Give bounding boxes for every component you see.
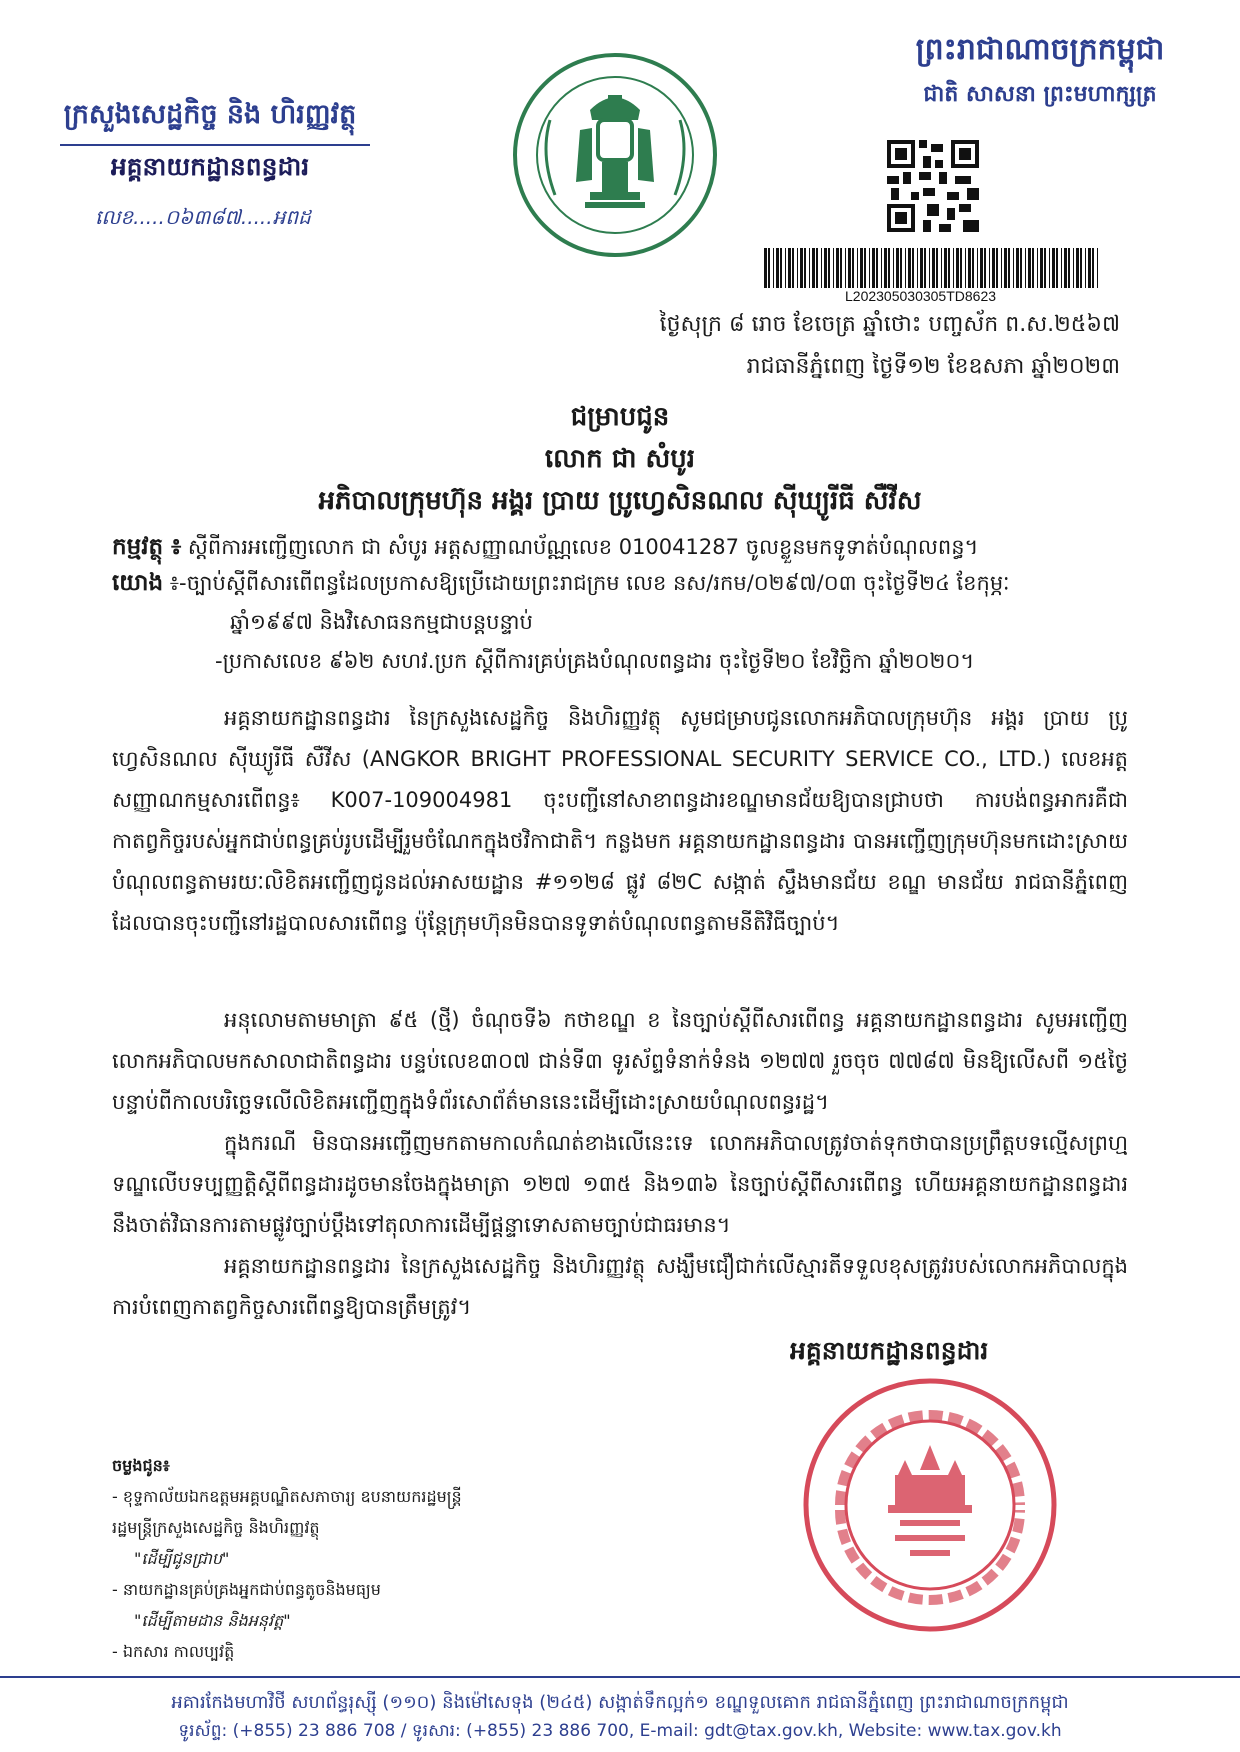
official-red-seal-icon bbox=[800, 1375, 1060, 1635]
addressee-salutation: ជម្រាបជូន bbox=[570, 402, 670, 432]
reference-row bbox=[112, 568, 1132, 598]
footer-divider bbox=[0, 1676, 1240, 1678]
cc-title: ចម្លងជូន៖ bbox=[112, 1456, 170, 1475]
reference-line-3: -ប្រកាសលេខ ៩៦២ សហវ.ប្រក ស្តីពីការគ្រប់គ្រងបំណុលពន្ធដារ ចុះថ្ងៃទី២០ ខែវិច្ឆិកា ឆ្នាំ២០២០។ bbox=[215, 649, 975, 673]
footer-address: អគារកែងមហាវិថី សហព័ន្ធរុស្ស៊ី (១១០) និងម៉ៅសេទុង (២៤៥) សង្កាត់ទឹកល្អក់១ ខណ្ឌទួលគោក រាជធានីភ្នំពេញ ព្រះរាជាណាចក្រកម្ពុជា bbox=[171, 1692, 1069, 1713]
reference-number: លេខ.....០៦៣៨៧.....អពដ bbox=[95, 205, 311, 229]
gdt-seal-icon bbox=[510, 50, 720, 260]
lunar-date: ថ្ងៃសុក្រ ៨ រោច ខែចេត្រ ឆ្នាំថោះ បញ្ចស័ក ព.ស.២៥៦៧ bbox=[659, 312, 1120, 337]
cc-item-2: - នាយកដ្ឋានគ្រប់គ្រងអ្នកជាប់ពន្ធតូចនិងមធ្យម bbox=[112, 1580, 381, 1599]
cc-item-1b: រដ្ឋមន្ត្រីក្រសួងសេដ្ឋកិច្ច និងហិរញ្ញវត្ថុ bbox=[112, 1518, 320, 1537]
signer-title: អគ្គនាយកដ្ឋានពន្ធដារ bbox=[790, 1336, 989, 1365]
department-name: អគ្គនាយកដ្ឋានពន្ធដារ bbox=[110, 152, 310, 181]
qr-code-icon bbox=[887, 140, 979, 232]
cc-item-2-note: "ដើម្បីតាមដាន និងអនុវត្ត" bbox=[134, 1611, 291, 1630]
barcode-icon bbox=[764, 248, 1104, 288]
body-paragraph-1: អគ្គនាយកដ្ឋានពន្ធដារ នៃក្រសួងសេដ្ឋកិច្ច និងហិរញ្ញវត្ថុ សូមជម្រាបជូនលោកអភិបាលក្រុមហ៊ុន អង្គរ ប្រាយ ប្រូហ្វេសិនណល ស៊ីឃ្យូរីធី សឺវីស (ANGKOR BRIGHT PROFESSIONAL SECURITY SERVICE CO., LTD.) លេខអត្តសញ្ញាណកម្មសារពើពន្ធ៖ K007-109004981 ចុះបញ្ជីនៅសាខាពន្ធដារខណ្ឌមានជ័យឱ្យបានជ្រាបថា ការបង់ពន្ធអាករគឺជាកាតព្វកិច្ចរបស់អ្នកជាប់ពន្ធគ្រប់រូបដើម្បីរួមចំណែកក្នុងថវិកាជាតិ។ កន្លងមក អគ្គនាយកដ្ឋានពន្ធដារ បានអញ្ជើញក្រុមហ៊ុនមកដោះស្រាយបំណុលពន្ធតាមរយៈលិខិតអញ្ជើញជូនដល់អាសយដ្ឋាន #១១២៨ ផ្លូវ ៨២C សង្កាត់ ស្ទឹងមានជ័យ ខណ្ឌ មានជ័យ រាជធានីភ្នំពេញ ដែលបានចុះបញ្ជីនៅរដ្ឋបាលសារពើពន្ធ ប៉ុន្តែក្រុមហ៊ុនមិនបានទូទាត់បំណុលពន្ធតាមនីតិវិធីច្បាប់។ bbox=[112, 706, 1128, 935]
addressee-title: អភិបាលក្រុមហ៊ុន អង្គរ ប្រាយ ប្រូហ្វេសិនណល ស៊ីឃ្យូរីធី សឺវីស bbox=[318, 486, 922, 516]
reference-line-2: ឆ្នាំ១៩៩៧ និងវិសោធនកម្មជាបន្តបន្ទាប់ bbox=[230, 610, 533, 634]
ministry-name: ក្រសួងសេដ្ឋកិច្ច និង ហិរញ្ញវត្ថុ bbox=[63, 99, 357, 130]
subject-text: ស្តីពីការអញ្ជើញលោក ជា សំបូរ អត្តសញ្ញាណប័ណ្ណលេខ 010041287 ចូលខ្លួនមកទូទាត់បំណុលពន្ធ។ bbox=[187, 535, 979, 559]
body-paragraph-4: អគ្គនាយកដ្ឋានពន្ធដារ នៃក្រសួងសេដ្ឋកិច្ច និងហិរញ្ញវត្ថុ សង្ឃឹមជឿជាក់លើស្មារតីទទួលខុសត្រូវរបស់លោកអភិបាលក្នុងការបំពេញកាតព្វកិច្ចសារពើពន្ធឱ្យបានត្រឹមត្រូវ។ bbox=[112, 1254, 1128, 1319]
addressee-name: លោក ជា សំបូរ bbox=[544, 444, 696, 474]
barcode-number: L202305030305TD8623 bbox=[845, 288, 997, 304]
reference-label: យោង bbox=[112, 570, 164, 596]
cc-block bbox=[112, 1450, 672, 1667]
cc-item-3: - ឯកសារ កាលប្បវត្តិ bbox=[112, 1642, 235, 1661]
body-paragraph-3: ក្នុងករណី មិនបានអញ្ជើញមកតាមកាលកំណត់ខាងលើនេះទេ លោកអភិបាលត្រូវចាត់ទុកថាបានប្រព្រឹត្តបទល្មើសព្រហ្មទណ្ឌលើបទប្បញ្ញត្តិស្តីពីពន្ធដារដូចមានចែងក្នុងមាត្រា ១២៧ ១៣៥ និង១៣៦ នៃច្បាប់ស្តីពីសារពើពន្ធ ហើយអគ្គនាយកដ្ឋានពន្ធដារនឹងចាត់វិធានការតាមផ្លូវច្បាប់ប្តឹងទៅតុលាការដើម្បីផ្តន្ទាទោសតាមច្បាប់ជាធរមាន។ bbox=[112, 1131, 1128, 1237]
cc-item-1-note: "ដើម្បីជូនជ្រាប" bbox=[134, 1549, 230, 1568]
body-paragraph-2: អនុលោមតាមមាត្រា ៩៥ (ថ្មី) ចំណុចទី៦ កថាខណ្ឌ ខ នៃច្បាប់ស្តីពីសារពើពន្ធ អគ្គនាយកដ្ឋានពន្ធដារ សូមអញ្ជើញលោកអភិបាលមកសាលាជាតិពន្ធដារ បន្ទប់លេខ៣០៧ ជាន់ទី៣ ទូរស័ព្ទទំនាក់ទំនង ១២៧៧ រួចចុច ៧៧៨៧ មិនឱ្យលើសពី ១៥ថ្ងៃ បន្ទាប់ពីកាលបរិច្ឆេទលើលិខិតអញ្ជើញក្នុងទំព័រសោព័ត៌មាននេះដើម្បីដោះស្រាយបំណុលពន្ធរដ្ឋ។ bbox=[112, 1008, 1128, 1114]
solar-date: រាជធានីភ្នំពេញ ថ្ងៃទី១២ ខែឧសភា ឆ្នាំ២០២៣ bbox=[746, 354, 1120, 379]
national-motto: ជាតិ សាសនា ព្រះមហាក្សត្រ bbox=[923, 82, 1157, 107]
footer-contact: ទូរស័ព្ទ: (+855) 23 886 708 / ទូរសារ: (+855) 23 886 700, E-mail: gdt@tax.gov.kh, Website: www.tax.gov.kh bbox=[178, 1721, 1062, 1741]
cc-item-1: - ខុទ្ទកាល័យឯកឧត្តមអគ្គបណ្ឌិតសភាចារ្យ ឧបនាយករដ្ឋមន្ត្រី bbox=[112, 1487, 462, 1506]
reference-line-1: ៖-ច្បាប់ស្តីពីសារពើពន្ធដែលប្រកាសឱ្យប្រើដោយព្រះរាជក្រម លេខ នស/រកម/០២៩៧/០៣ ចុះថ្ងៃទី២៤ ខែកុម្ភៈ bbox=[169, 571, 1010, 595]
kingdom-title: ព្រះរាជាណាចក្រកម្ពុជា bbox=[915, 32, 1165, 67]
subject-row bbox=[112, 532, 1132, 562]
ministry-underline bbox=[60, 144, 370, 146]
subject-label: កម្មវត្ថុ ៖ bbox=[112, 534, 182, 560]
